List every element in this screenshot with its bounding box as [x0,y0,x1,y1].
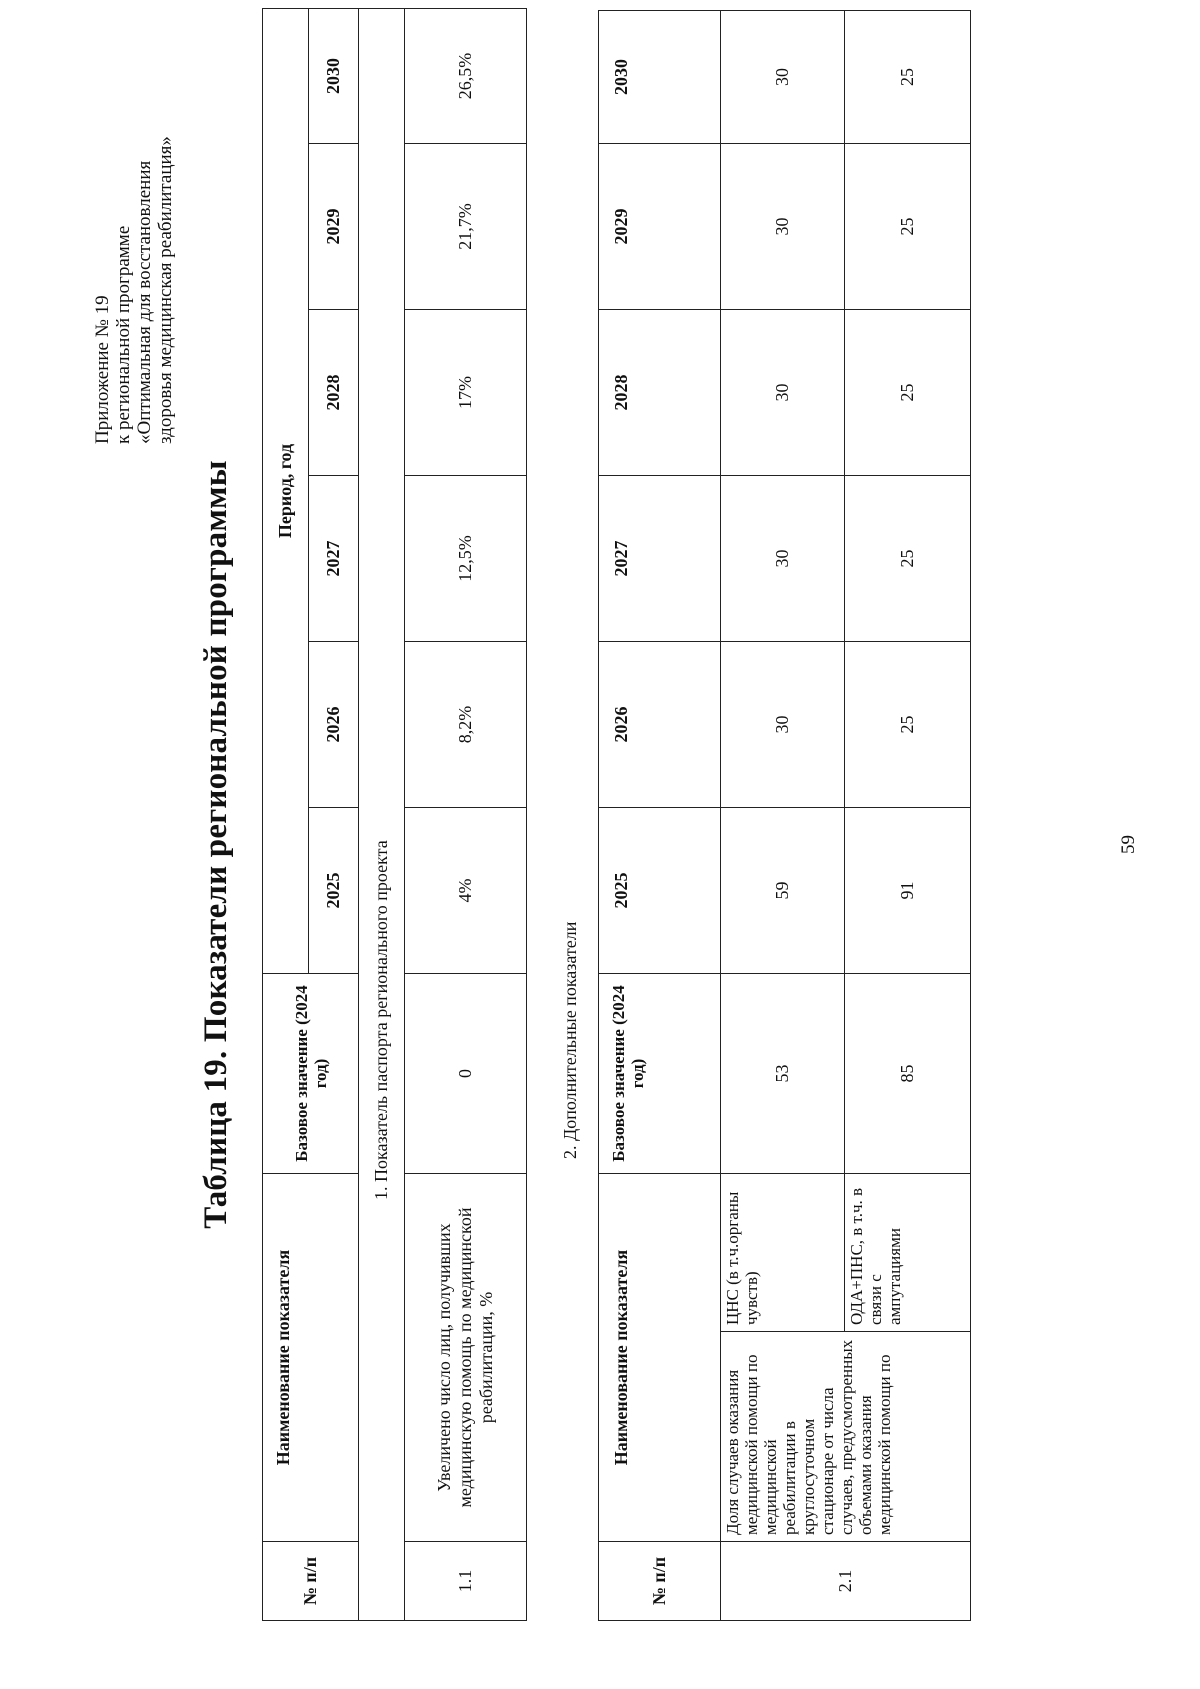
row-sub-label: ОДА+ПНС, в т.ч. в связи с ампутациями [845,1174,971,1332]
col-header-year: 2027 [309,476,359,642]
col-header-num: № п/п [263,1542,359,1621]
appendix-line: здоровья медицинская реабилитация» [155,136,176,444]
row-sub-label: ЦНС (в т.ч.органы чувств) [721,1174,845,1332]
row-base: 53 [721,974,845,1174]
row-value: 25 [845,476,971,642]
row-value: 91 [845,808,971,974]
row-value: 25 [845,642,971,808]
col-header-name: Наименование показателя [599,1174,721,1542]
appendix-line: Приложение № 19 [92,295,113,444]
indicators-table-2 [598,10,971,1621]
row-value: 26,5% [405,8,527,143]
col-header-year: 2030 [599,11,721,144]
col-header-num: № п/п [599,1542,721,1621]
row-value: 25 [845,11,971,144]
table-row [721,11,845,1621]
row-num: 1.1 [405,1542,527,1621]
row-value: 4% [405,808,527,974]
row-value: 30 [721,310,845,476]
row-value: 59 [721,808,845,974]
row-value: 17% [405,310,527,476]
indicators-table-1 [262,8,527,1621]
row-value: 30 [721,476,845,642]
row-name: Увеличено число лиц, получивших медицинскую помощь по медицинской реабилитации, % [405,1174,527,1542]
col-header-year: 2029 [309,144,359,310]
table-title: Таблица 19. Показатели региональной программы [198,460,234,1229]
col-header-year: 2025 [599,808,721,974]
row-base: 0 [405,974,527,1174]
appendix-note [92,24,176,444]
col-header-name: Наименование показателя [263,1174,359,1542]
appendix-line: к региональной программе [113,225,134,444]
page-number: 59 [1118,835,1139,854]
row-value: 21,7% [405,144,527,310]
col-header-year: 2027 [599,476,721,642]
col-header-year: 2029 [599,144,721,310]
table-row [405,8,527,1620]
col-header-year: 2028 [599,310,721,476]
section-row: 1. Показатель паспорта регионального проекта [359,8,405,1620]
col-header-year: 2026 [309,642,359,808]
row-name: Доля случаев оказания медицинской помощи по медицинской реабилитации в круглосуточном стационаре от числа случаев, предусмотренных объемами оказания медицинской помощи по [721,1332,971,1542]
row-value: 30 [721,11,845,144]
row-base: 85 [845,974,971,1174]
col-header-year: 2028 [309,310,359,476]
row-value: 8,2% [405,642,527,808]
col-header-year: 2026 [599,642,721,808]
row-value: 12,5% [405,476,527,642]
row-value: 25 [845,310,971,476]
col-header-period: Период, год [263,8,309,973]
row-value: 25 [845,144,971,310]
col-header-year: 2030 [309,8,359,143]
col-header-base: Базовое значение (2024 год) [263,974,359,1174]
col-header-year: 2025 [309,808,359,974]
row-value: 30 [721,144,845,310]
appendix-line: «Оптимальная для восстановления [134,160,155,444]
section-heading-2: 2. Дополнительные показатели [560,921,580,1159]
row-value: 30 [721,642,845,808]
row-num: 2.1 [721,1542,971,1621]
col-header-base: Базовое значение (2024 год) [599,974,721,1174]
